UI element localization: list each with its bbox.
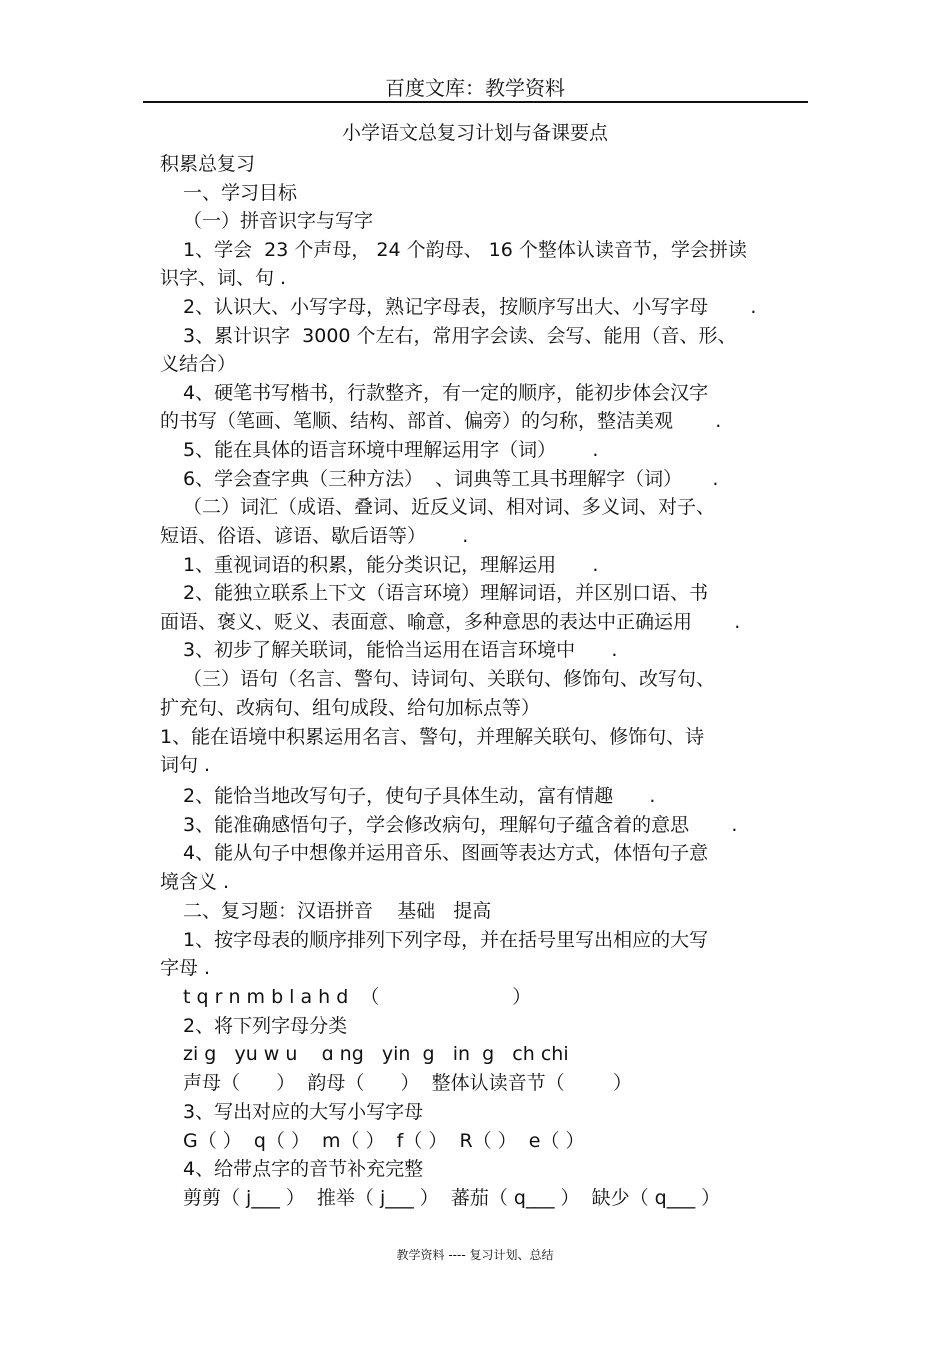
text-line: 4、能从句子中想像并运用音乐、图画等表达方式，体悟句子意: [183, 842, 709, 864]
text-line: 积累总复习: [160, 153, 256, 175]
text-line: 一、学习目标: [183, 182, 298, 204]
text-line: 剪剪（ j___ ） 推举（ j___ ） 蕃茄（ q___ ） 缺少（ q___ ）: [183, 1187, 721, 1209]
text-line: 声母（ ） 韵母（ ） 整体认读音节（ ）: [183, 1072, 632, 1094]
text-line: 的书写（笔画、笔顺、结构、部首、偏旁）的匀称，整洁美观 .: [160, 410, 722, 432]
text-line: 6、学会查字典（三种方法） 、词典等工具书理解字（词） .: [183, 468, 719, 490]
text-line: 1、学会 23 个声母， 24 个韵母、 16 个整体认读音节，学会拼读: [183, 239, 747, 261]
text-line: 识字、词、句 .: [160, 267, 287, 289]
text-line: 词句 .: [160, 754, 211, 776]
text-line: 3、累计识字 3000 个左右，常用字会读、会写、能用（音、形、: [183, 325, 737, 347]
footer-text: 教学资料 ---- 复习计划、总结: [396, 1248, 554, 1262]
text-line: 4、给带点字的音节补充完整: [183, 1158, 424, 1180]
text-line: 境含义 .: [160, 871, 230, 893]
text-line: 2、能恰当地改写句子，使句子具体生动，富有情趣 .: [183, 785, 656, 807]
text-line: 义结合）: [160, 353, 237, 375]
text-line: （三）语句（名言、警句、诗词句、关联句、修饰句、改写句、: [183, 668, 716, 690]
text-line: 4、硬笔书写楷书，行款整齐，有一定的顺序，能初步体会汉字: [183, 382, 709, 404]
text-line: 二、复习题：汉语拼音 基础 提高: [183, 900, 492, 922]
text-line: 1、能在语境中积累运用名言、警句，并理解关联句、修饰句、诗: [160, 726, 705, 748]
text-line: 3、能准确感悟句子，学会修改病句，理解句子蕴含着的意思 .: [183, 814, 738, 836]
document-title: 小学语文总复习计划与备课要点: [341, 122, 608, 144]
text-line: 3、初步了解关联词，能恰当运用在语言环境中 .: [183, 639, 618, 661]
header-title: 百度文库：教学资料: [385, 76, 565, 100]
text-line: （一）拼音识字与写字: [183, 210, 374, 232]
text-line: 字母 .: [160, 957, 211, 979]
text-line: G（ ） q（ ） m（ ） f（ ） R（ ） e（ ）: [183, 1130, 585, 1152]
header-divider: [143, 101, 808, 103]
text-line: zi g yu w u ɑ ng yin g in g ch chi: [183, 1043, 569, 1065]
text-line: 2、将下列字母分类: [183, 1015, 348, 1037]
text-line: 2、认识大、小写字母，熟记字母表，按顺序写出大、小写字母 .: [183, 296, 757, 318]
text-line: 扩充句、改病句、组句成段、给句加标点等）: [160, 697, 541, 719]
text-line: 2、能独立联系上下文（语言环境）理解词语，并区别口语、书: [183, 582, 709, 604]
text-line: 短语、俗语、谚语、歇后语等） .: [160, 525, 469, 547]
text-line: 1、重视词语的积累，能分类识记，理解运用 .: [183, 554, 599, 576]
text-line: （二）词汇（成语、叠词、近反义词、相对词、多义词、对子、: [183, 496, 716, 518]
text-line: 1、按字母表的顺序排列下列字母，并在括号里写出相应的大写: [183, 929, 709, 951]
text-line: t q r n m b l a h d （ ）: [183, 986, 532, 1008]
text-line: 面语、褒义、贬义、表面意、喻意，多种意思的表达中正确运用 .: [160, 611, 741, 633]
text-line: 3、写出对应的大写小写字母: [183, 1101, 424, 1123]
text-line: 5、能在具体的语言环境中理解运用字（词） .: [183, 439, 599, 461]
